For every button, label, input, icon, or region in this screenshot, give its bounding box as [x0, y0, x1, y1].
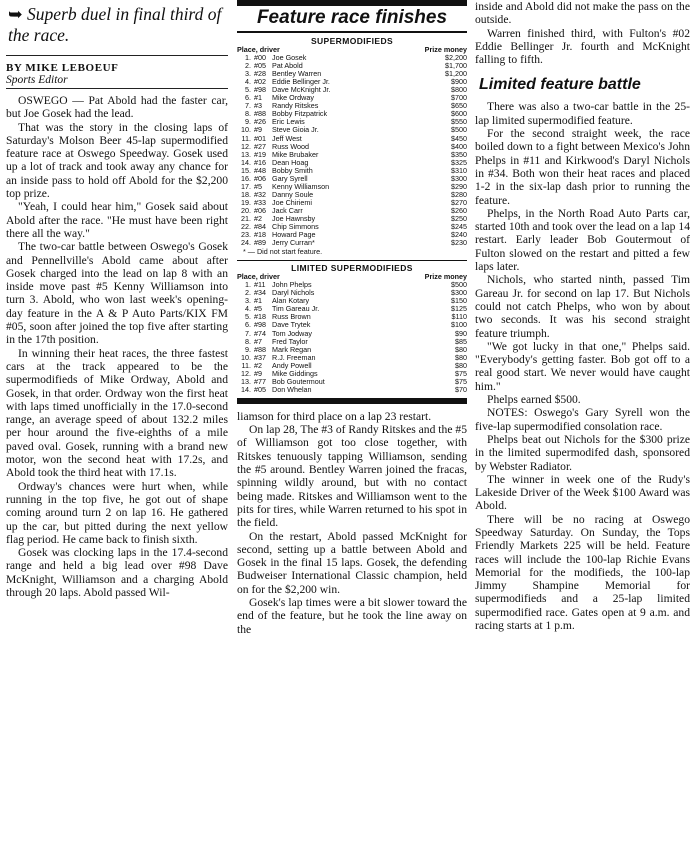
place-cell: 16.	[241, 173, 251, 183]
driver-cell: Randy Ritskes	[272, 101, 319, 111]
pullquote	[8, 4, 228, 46]
place-cell: 5.	[245, 312, 251, 322]
prize-cell: $240	[451, 230, 467, 240]
driver-cell: Russ Wood	[272, 141, 310, 151]
car-number-cell: #18	[254, 230, 266, 240]
place-cell: 10.	[241, 125, 251, 135]
paragraph: The two-car battle between Oswego's Gosek and Pennellville's Abold came about after Gosek charged into the lead on lap 8 with an inside move past #5 Kenny Williamson into turn 3. Abold, who won last week's opening-day feature in the A & P Auto Parts/KIX FM #05, soon after joined the top five after starting in the 17th position.	[6, 240, 228, 347]
driver-cell: Mike Brubaker	[272, 149, 319, 159]
place-cell: 2.	[245, 61, 251, 71]
prize-cell: $2,200	[445, 53, 467, 63]
col-header-place: Place, driver	[237, 272, 280, 282]
car-number-cell: #26	[254, 117, 266, 127]
article-column-2	[237, 0, 467, 636]
paragraph: Phelps earned $500.	[487, 393, 581, 407]
driver-cell: Eric Lewis	[272, 117, 305, 127]
car-number-cell: #00	[254, 53, 266, 63]
prize-cell: $600	[451, 109, 467, 119]
paragraph: inside and Abold did not make the pass on the outside.	[475, 0, 690, 27]
car-number-cell: #48	[254, 165, 266, 175]
driver-cell: R.J. Freeman	[272, 352, 316, 362]
place-cell: 6.	[245, 93, 251, 103]
col-header-prize: Prize money	[424, 272, 467, 282]
place-cell: 17.	[241, 181, 251, 191]
paragraph: Ordway's chances were hurt when, while running in the top five, he got out of shape coming around turn 2 on lap 16. He gathered up the car, but pitted during the next yellow flag period. He came back to finish sixth.	[6, 479, 228, 546]
prize-cell: $290	[451, 181, 467, 191]
article-body-col2	[237, 410, 467, 636]
car-number-cell: #1	[254, 93, 262, 103]
driver-cell: Jack Carr	[272, 205, 303, 215]
paragraph: In winning their heat races, the three fastest cars at the track appeared to be the supermodifieds of Mike Ordway, Abold and Gosek, in that order. Ordway won the first heat with laps timed unofficially in the 17.0-second range, an average speed of about 132.2 miles per hour around the five-eighths of a mile paved oval. Gosek, running with a brand new motor, won the second heat with 17.2s, and Abold took the third heat with 17.1s.	[6, 346, 228, 480]
paragraph: "We got lucky in that one," Phelps said. "Everybody's getting faster. Bob got off to a real good start. We never would have caught him."	[475, 339, 690, 393]
place-cell: 24.	[241, 238, 251, 248]
subhead-limited-feature: Limited feature battle	[479, 76, 641, 94]
paragraph: Nichols, who started ninth, passed Tim Gareau Jr. for second on lap 17. But Nichols could not catch Phelps, who won by about two seconds. It was his second straight feature triumph.	[475, 273, 690, 340]
car-number-cell: #05	[254, 384, 266, 394]
arrow-icon: ➥	[8, 4, 23, 24]
byline: BY MIKE LEBOEUF	[6, 62, 119, 74]
supermodifieds-title: SUPERMODIFIEDS	[310, 36, 394, 46]
car-number-cell: #88	[254, 344, 266, 354]
driver-cell: Gary Syrell	[272, 173, 308, 183]
results-box-title: Feature race finishes	[237, 0, 467, 33]
place-cell: 13.	[241, 376, 251, 386]
place-cell: 7.	[245, 101, 251, 111]
driver-cell: Dave McKnight Jr.	[272, 85, 331, 95]
prize-cell: $110	[451, 312, 467, 322]
driver-cell: Bobby Smith	[272, 165, 313, 175]
paragraph: There will be no racing at Oswego Speedway Saturday. On Sunday, the Tops Friendly Markets 225 will be held. Feature races will include the 100-lap Richie Evans Memorial for the modifieds, the 100-lap Jimmy Shampine Memorial for supermodifieds and a 25-lap limited supermodified race. Gates open at 9 a.m. and racing starts at 1 p.m.	[475, 512, 690, 633]
col-header-place: Place, driver	[237, 45, 280, 54]
driver-cell: Kenny Williamson	[272, 181, 330, 191]
car-number-cell: #19	[254, 149, 266, 159]
driver-cell: Joe Gosek	[272, 53, 307, 63]
driver-cell: Russ Brown	[272, 312, 311, 322]
driver-cell: Chip Simmons	[272, 222, 319, 232]
paragraph: liamson for third place on a lap 23 restart.	[237, 409, 432, 423]
paragraph: Phelps, in the North Road Auto Parts car, started 10th and took over the lead on a lap 14 restart. Early leader Bob Goutermout of Fulton slowed on the restart and pitted a few laps later.	[475, 206, 690, 274]
car-number-cell: #2	[254, 360, 262, 370]
place-cell: 9.	[245, 344, 251, 354]
car-number-cell: #18	[254, 312, 266, 322]
supermodifieds-table	[237, 46, 467, 247]
prize-cell: $550	[451, 117, 467, 127]
prize-cell: $325	[451, 157, 467, 167]
car-number-cell: #74	[254, 328, 266, 338]
driver-cell: Bentley Warren	[272, 69, 322, 79]
driver-cell: Pat Abold	[272, 61, 303, 71]
place-cell: 5.	[245, 85, 251, 95]
place-cell: 21.	[241, 213, 251, 223]
car-number-cell: #89	[254, 238, 266, 248]
prize-cell: $80	[455, 352, 467, 362]
car-number-cell: #32	[254, 189, 266, 199]
prize-cell: $230	[451, 238, 467, 248]
paragraph: Warren finished third, with Fulton's #02 Eddie Bellinger Jr. fourth and McKnight falling to fifth.	[475, 26, 690, 67]
car-number-cell: #98	[254, 85, 266, 95]
car-number-cell: #16	[254, 157, 266, 167]
paragraph: NOTES: Oswego's Gary Syrell won the five-lap supermodified consolation race.	[475, 406, 690, 433]
car-number-cell: #34	[254, 288, 266, 298]
driver-cell: Andy Powell	[272, 360, 312, 370]
car-number-cell: #1	[254, 296, 262, 306]
prize-cell: $245	[451, 222, 467, 232]
car-number-cell: #37	[254, 352, 266, 362]
prize-cell: $80	[455, 360, 467, 370]
paragraph: Gosek was clocking laps in the 17.4-second range and held a big lead over #98 Dave McKnight, Williamson and a charging Abold through 20 laps. Abold passed Wil-	[6, 546, 228, 599]
prize-cell: $75	[455, 376, 467, 386]
driver-cell: Tim Gareau Jr.	[272, 304, 320, 314]
car-number-cell: #9	[254, 368, 262, 378]
divider	[6, 55, 228, 56]
place-cell: 6.	[245, 320, 251, 330]
article-body-col3-top	[475, 0, 690, 66]
place-cell: 8.	[245, 336, 251, 346]
car-number-cell: #88	[254, 109, 266, 119]
col-header-prize: Prize money	[424, 45, 467, 54]
prize-cell: $280	[451, 189, 467, 199]
place-cell: 1.	[245, 280, 251, 290]
driver-cell: Steve Gioia Jr.	[272, 125, 319, 135]
paragraph: Phelps beat out Nichols for the $300 prize in the limited supermodifed dash, sponsored by Webster Radiator.	[475, 432, 690, 473]
prize-cell: $300	[451, 288, 467, 298]
paragraph: "Yeah, I could hear him," Gosek said about Abold after the race. "He must have been right there all the way."	[6, 200, 228, 240]
prize-cell: $250	[451, 213, 467, 223]
prize-cell: $90	[455, 328, 467, 338]
paragraph: OSWEGO — Pat Abold had the faster car, but Joe Gosek had the lead.	[6, 94, 228, 121]
driver-cell: Dean Hoag	[272, 157, 309, 167]
car-number-cell: #06	[254, 205, 266, 215]
place-cell: 15.	[241, 165, 251, 175]
prize-cell: $700	[451, 93, 467, 103]
driver-cell: Jerry Curran*	[272, 238, 315, 248]
place-cell: 14.	[241, 384, 251, 394]
table-row	[237, 386, 467, 394]
car-number-cell: #2	[254, 213, 262, 223]
prize-cell: $800	[451, 85, 467, 95]
place-cell: 12.	[241, 141, 251, 151]
driver-cell: Tom Jodway	[272, 328, 312, 338]
prize-cell: $900	[451, 77, 467, 87]
table-row	[237, 239, 467, 247]
car-number-cell: #27	[254, 141, 266, 151]
place-cell: 3.	[245, 69, 251, 79]
driver-cell: Don Whelan	[272, 384, 312, 394]
prize-cell: $310	[451, 165, 467, 175]
article-column-3	[475, 0, 690, 632]
place-cell: 22.	[241, 222, 251, 232]
driver-cell: Eddie Bellinger Jr.	[272, 77, 330, 87]
car-number-cell: #02	[254, 77, 266, 87]
driver-cell: Bobby Fitzpatrick	[272, 109, 328, 119]
car-number-cell: #05	[254, 61, 266, 71]
place-cell: 4.	[245, 77, 251, 87]
prize-cell: $100	[451, 320, 467, 330]
prize-cell: $1,700	[445, 61, 467, 71]
driver-cell: Joe Chiriemi	[272, 197, 312, 207]
prize-cell: $85	[455, 336, 467, 346]
place-cell: 7.	[245, 328, 251, 338]
place-cell: 18.	[241, 189, 251, 199]
driver-cell: Daryl Nichols	[272, 288, 315, 298]
prize-cell: $70	[455, 384, 467, 394]
car-number-cell: #33	[254, 197, 266, 207]
place-cell: 3.	[245, 296, 251, 306]
place-cell: 12.	[241, 368, 251, 378]
car-number-cell: #7	[254, 336, 262, 346]
article-body-col1	[6, 94, 228, 599]
car-number-cell: #01	[254, 133, 266, 143]
article-body-col3	[475, 100, 690, 632]
driver-cell: Jeff West	[272, 133, 302, 143]
byline-role: Sports Editor	[6, 74, 228, 89]
pullquote-text: Superb duel in final third of the race.	[8, 4, 222, 45]
paragraph: The winner in week one of the Rudy's Lakeside Driver of the Week $100 Award was Abold.	[475, 472, 690, 513]
paragraph: For the second straight week, the race boiled down to a fight between Mexico's John Phelps in #11 and Kirkwood's Daryl Nichols in #34. Both won their heat races and placed 1-2 in the six-lap dash prior to running the feature.	[475, 127, 690, 207]
car-number-cell: #9	[254, 125, 262, 135]
place-cell: 9.	[245, 117, 251, 127]
prize-cell: $75	[455, 368, 467, 378]
car-number-cell: #28	[254, 69, 266, 79]
prize-cell: $500	[451, 280, 467, 290]
car-number-cell: #77	[254, 376, 266, 386]
prize-cell: $450	[451, 133, 467, 143]
place-cell: 11.	[241, 133, 251, 143]
footnote: * — Did not start feature.	[243, 247, 323, 257]
limited-table	[237, 273, 467, 394]
car-number-cell: #06	[254, 173, 266, 183]
place-cell: 8.	[245, 109, 251, 119]
driver-cell: Joe Hawnsby	[272, 213, 316, 223]
car-number-cell: #3	[254, 101, 262, 111]
place-cell: 1.	[245, 53, 251, 63]
place-cell: 14.	[241, 157, 251, 167]
driver-cell: Mike Ordway	[272, 93, 314, 103]
prize-cell: $125	[451, 304, 467, 314]
prize-cell: $1,200	[445, 69, 467, 79]
place-cell: 23.	[241, 230, 251, 240]
prize-cell: $80	[455, 344, 467, 354]
driver-cell: Howard Page	[272, 230, 316, 240]
prize-cell: $350	[451, 149, 467, 159]
driver-cell: Mark Regan	[272, 344, 312, 354]
prize-cell: $150	[451, 296, 467, 306]
place-cell: 20.	[241, 205, 251, 215]
car-number-cell: #11	[254, 280, 266, 290]
paragraph: There was also a two-car battle in the 25-lap limited supermodified feature.	[475, 100, 690, 127]
place-cell: 13.	[241, 149, 251, 159]
prize-cell: $500	[451, 125, 467, 135]
driver-cell: Danny Soule	[272, 189, 314, 199]
place-cell: 2.	[245, 288, 251, 298]
results-box-bottom-rule	[237, 398, 467, 404]
place-cell: 4.	[245, 304, 251, 314]
driver-cell: John Phelps	[272, 280, 312, 290]
driver-cell: Alan Kotary	[272, 296, 310, 306]
driver-cell: Dave Trytek	[272, 320, 311, 330]
car-number-cell: #5	[254, 181, 262, 191]
car-number-cell: #84	[254, 222, 266, 232]
paragraph: On the restart, Abold passed McKnight for second, setting up a battle between Abold and Gosek in the final 15 laps. Gosek, the defending Budweiser International Classic champion, held on for the $2,200 win.	[237, 529, 467, 596]
article-column-1	[6, 0, 228, 599]
place-cell: 11.	[241, 360, 251, 370]
prize-cell: $650	[451, 101, 467, 111]
paragraph: On lap 28, The #3 of Randy Ritskes and the #5 of Williamson got too close together, with Ritskes tenuously tapping Williamson, sending the #5 around. Bentley Warren joined the fracas, spinning wildly around, but with no contact being made. Ritskes and Williamson went to the pits for tires, while Warren returned to his spot in the field.	[237, 423, 467, 530]
prize-cell: $300	[451, 173, 467, 183]
paragraph: That was the story in the closing laps of Saturday's Molson Beer 45-lap supermodified feature race at Oswego Speedway. Gosek used up a lot of track and took away any chance for an inside pass to hold off Abold for the $2,200 top prize.	[6, 120, 228, 201]
limited-title: LIMITED SUPERMODIFIEDS	[237, 260, 467, 273]
car-number-cell: #5	[254, 304, 262, 314]
prize-cell: $270	[451, 197, 467, 207]
driver-cell: Bob Goutermout	[272, 376, 325, 386]
prize-cell: $260	[451, 205, 467, 215]
place-cell: 10.	[241, 352, 251, 362]
driver-cell: Fred Taylor	[272, 336, 308, 346]
place-cell: 19.	[241, 197, 251, 207]
car-number-cell: #98	[254, 320, 266, 330]
paragraph: Gosek's lap times were a bit slower toward the end of the feature, but he took the line away on the	[237, 596, 467, 636]
prize-cell: $400	[451, 141, 467, 151]
driver-cell: Mike Giddings	[272, 368, 318, 378]
